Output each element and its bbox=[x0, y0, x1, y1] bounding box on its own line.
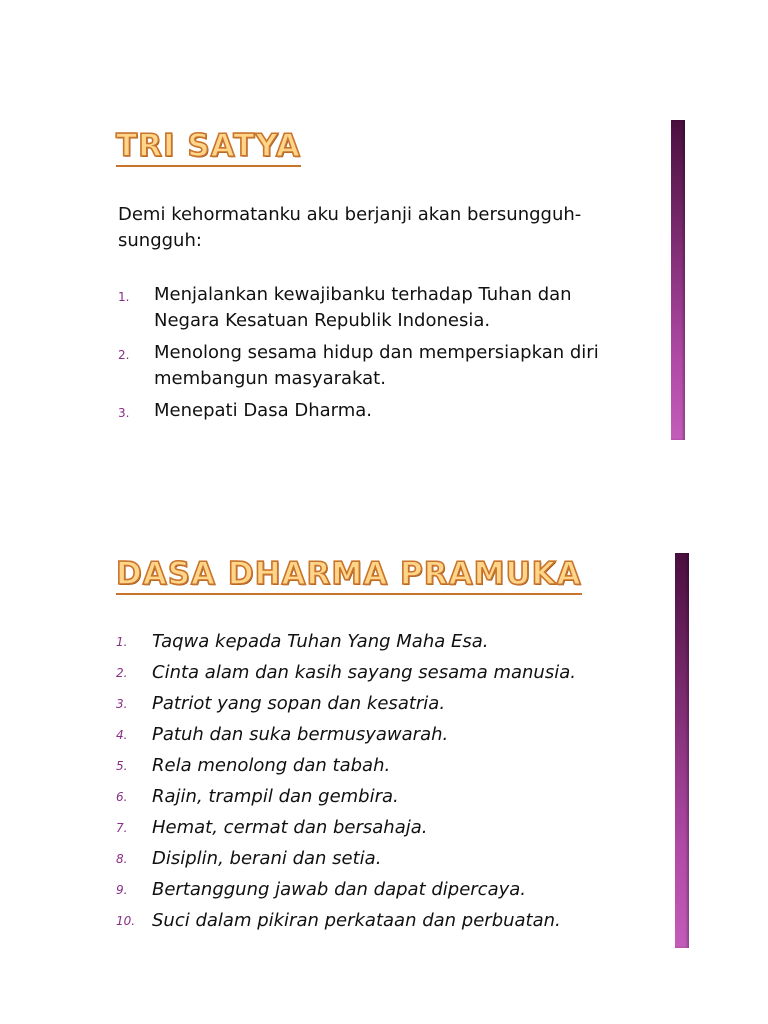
title-underline bbox=[116, 165, 301, 167]
list-item-number: 8. bbox=[116, 852, 128, 866]
list-item-text: Patriot yang sopan dan kesatria. bbox=[152, 693, 446, 714]
list-item-number: 3. bbox=[118, 406, 130, 420]
slide-tri-satya bbox=[0, 0, 768, 470]
list-item-text: Rela menolong dan tabah. bbox=[152, 755, 391, 776]
list-item bbox=[116, 812, 656, 843]
list-item-number: 5. bbox=[116, 759, 128, 773]
list-item bbox=[116, 657, 656, 688]
list-item bbox=[116, 719, 656, 750]
list-item bbox=[116, 750, 656, 781]
list-item bbox=[118, 340, 638, 392]
list-item bbox=[116, 781, 656, 812]
list-item-number: 6. bbox=[116, 790, 128, 804]
intro-text: Demi kehormatanku aku berjanji akan bersungguh-sungguh: bbox=[118, 204, 582, 251]
slide-title bbox=[116, 128, 301, 167]
list-item bbox=[116, 843, 656, 874]
list-item-number: 10. bbox=[116, 914, 136, 928]
slide-title-text: DASA DHARMA PRAMUKA bbox=[116, 556, 582, 592]
list-item-text: Disiplin, berani dan setia. bbox=[152, 848, 382, 869]
list-item-text: Menepati Dasa Dharma. bbox=[154, 400, 373, 421]
list-item-number: 7. bbox=[116, 821, 128, 835]
list-item-text: Taqwa kepada Tuhan Yang Maha Esa. bbox=[152, 631, 489, 652]
list-item-text: Hemat, cermat dan bersahaja. bbox=[152, 817, 428, 838]
accent-bar bbox=[671, 120, 685, 440]
slide-title bbox=[116, 556, 582, 595]
list-item-text: Menolong sesama hidup dan mempersiapkan diri membangun masyarakat. bbox=[154, 342, 599, 389]
list-item-text: Rajin, trampil dan gembira. bbox=[152, 786, 399, 807]
list-item-number: 4. bbox=[116, 728, 128, 742]
list-item-text: Patuh dan suka bermusyawarah. bbox=[152, 724, 449, 745]
title-underline bbox=[116, 593, 582, 595]
list-item-number: 2. bbox=[118, 348, 130, 362]
tri-satya-list bbox=[118, 282, 638, 430]
list-item bbox=[116, 626, 656, 657]
list-item-number: 2. bbox=[116, 666, 128, 680]
list-item bbox=[116, 905, 656, 936]
slide-dasa-dharma bbox=[0, 540, 768, 960]
list-item bbox=[118, 282, 638, 334]
list-item-number: 3. bbox=[116, 697, 128, 711]
list-item-text: Cinta alam dan kasih sayang sesama manusia. bbox=[152, 662, 576, 683]
list-item bbox=[118, 398, 638, 424]
list-item-text: Menjalankan kewajibanku terhadap Tuhan dan Negara Kesatuan Republik Indonesia. bbox=[154, 284, 572, 331]
list-item-text: Suci dalam pikiran perkataan dan perbuatan. bbox=[152, 910, 561, 931]
dasa-dharma-list bbox=[116, 626, 656, 936]
list-item bbox=[116, 874, 656, 905]
list-item-number: 1. bbox=[118, 290, 130, 304]
list-item bbox=[116, 688, 656, 719]
accent-bar bbox=[675, 553, 689, 948]
slide-title-text: TRI SATYA bbox=[116, 128, 301, 164]
list-item-number: 9. bbox=[116, 883, 128, 897]
list-item-text: Bertanggung jawab dan dapat dipercaya. bbox=[152, 879, 527, 900]
list-item-number: 1. bbox=[116, 635, 128, 649]
